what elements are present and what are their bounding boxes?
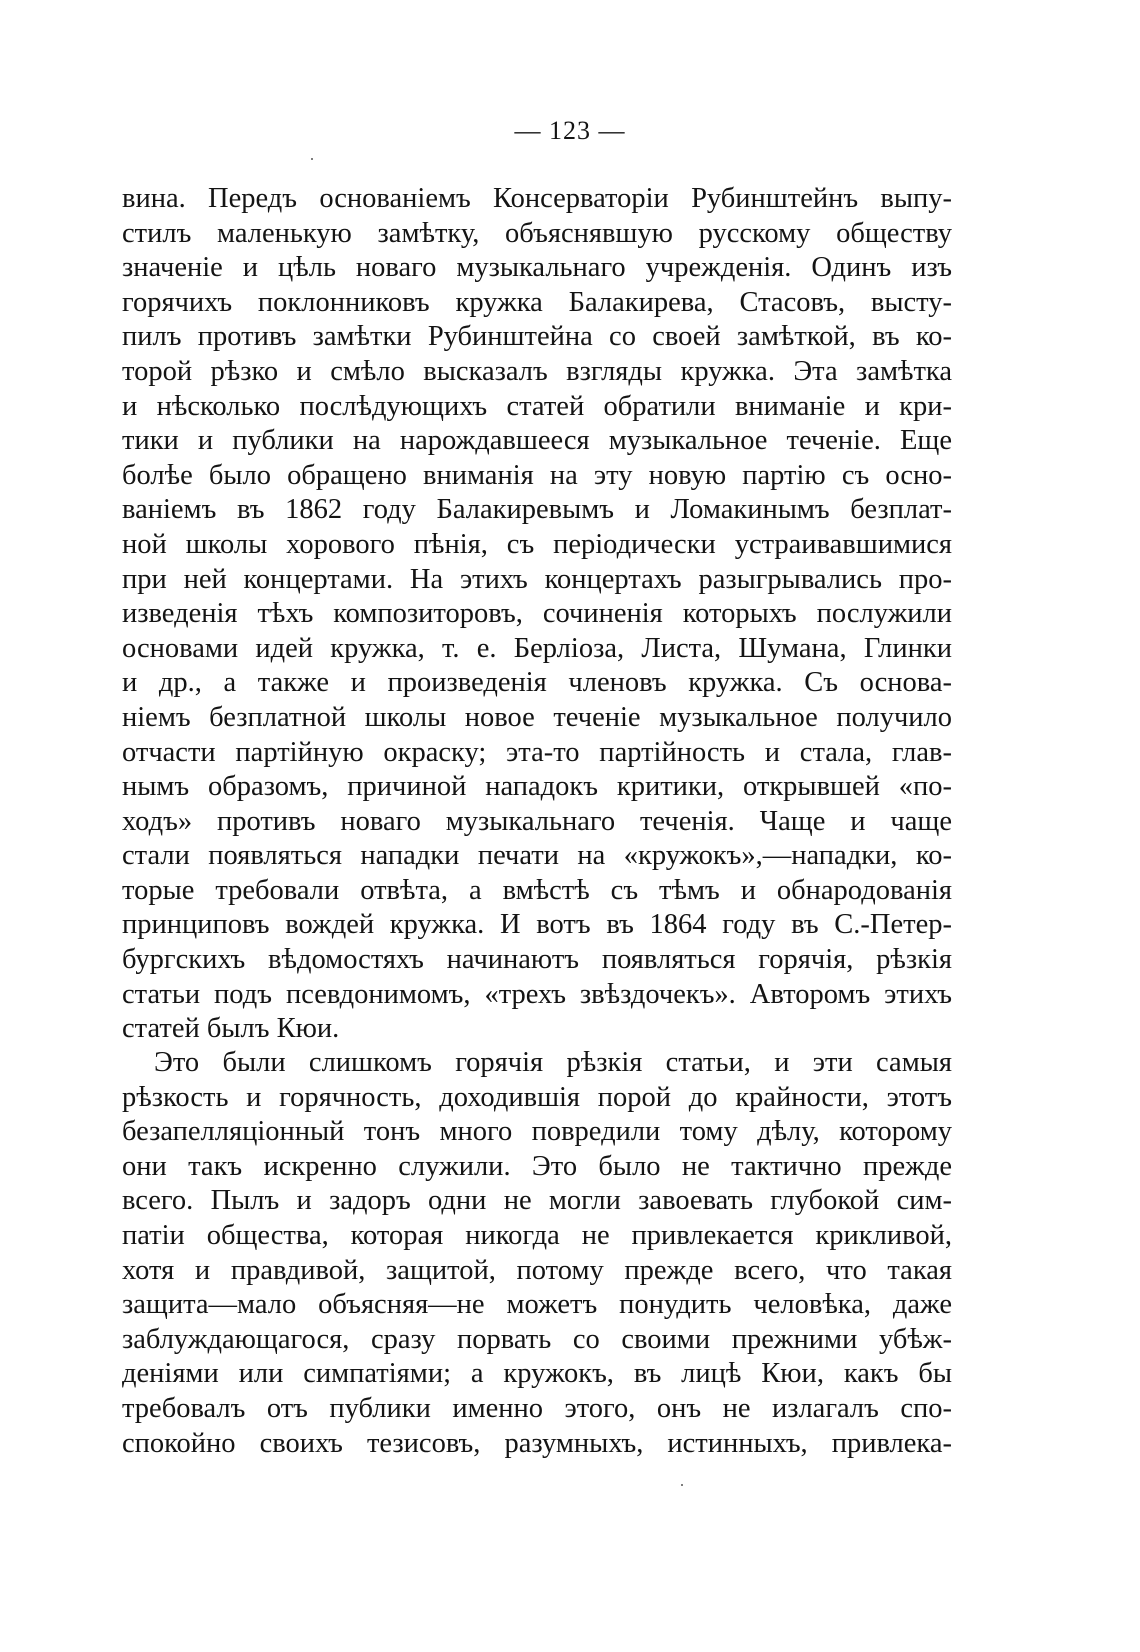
text-line: торой рѣзко и смѣло высказалъ взгляды кружка. Эта замѣтка — [122, 355, 952, 387]
text-line: принциповъ вождей кружка. И вотъ въ 1864 году въ С.-Петер- — [122, 909, 952, 941]
text-line: ной школы хорового пѣнія, съ періодически устраивавшимися — [122, 528, 952, 560]
text-line: заблуждающагося, сразу порвать со своими прежними убѣж- — [122, 1323, 952, 1355]
print-speck — [311, 158, 313, 160]
text-line: ваніемъ въ 1862 году Балакиревымъ и Ломакинымъ безплат- — [122, 494, 952, 526]
text-line: изведенія тѣхъ композиторовъ, сочиненія которыхъ послужили — [122, 598, 952, 630]
text-line: основами идей кружка, т. е. Берліоза, Листа, Шумана, Глинки — [122, 632, 952, 664]
text-line: требовалъ отъ публики именно этого, онъ не излагалъ спо- — [122, 1392, 952, 1424]
text-line: при ней концертами. На этихъ концертахъ разыгрывались про- — [122, 563, 952, 595]
text-line: нымъ образомъ, причиной нападокъ критики, открывшей «по- — [122, 771, 952, 803]
print-speck — [681, 1484, 683, 1486]
page-number: — 123 — — [514, 116, 626, 145]
text-line: вина. Передъ основаніемъ Консерваторіи Рубинштейнъ выпу- — [122, 183, 952, 214]
text-line: патіи общества, которая никогда не привлекается крикливой, — [122, 1219, 952, 1251]
text-line: спокойно своихъ тезисовъ, разумныхъ, истинныхъ, привлека- — [122, 1427, 952, 1459]
text-line: ніемъ безплатной школы новое теченіе музыкальное получило — [122, 701, 952, 733]
text-line: статьи подъ псевдонимомъ, «трехъ звѣздочекъ». Авторомъ этихъ — [122, 978, 952, 1010]
text-line: отчасти партійную окраску; эта-то партійность и стала, глав- — [122, 736, 952, 768]
text-line: защита—мало объясняя—не можетъ понудить человѣка, даже — [122, 1289, 952, 1321]
text-line: безапелляціонный тонъ много повредили тому дѣлу, которому — [122, 1116, 952, 1148]
text-line: всего. Пылъ и задоръ одни не могли завоевать глубокой сим- — [122, 1185, 952, 1217]
text-line: хотя и правдивой, защитой, потому прежде всего, что такая — [122, 1254, 952, 1286]
text-line: тики и публики на нарождавшееся музыкальное теченіе. Еще — [122, 425, 952, 457]
text-line: деніями или симпатіями; а кружокъ, въ лицѣ Кюи, какъ бы — [122, 1358, 952, 1390]
text-line: значеніе и цѣль новаго музыкальнаго учрежденія. Одинъ изъ — [122, 252, 952, 284]
text-line: и нѣсколько послѣдующихъ статей обратили вниманіе и кри- — [122, 390, 952, 422]
text-line: торые требовали отвѣта, а вмѣстѣ съ тѣмъ и обнародованія — [122, 874, 952, 906]
text-line: стилъ маленькую замѣтку, объяснявшую русскому обществу — [122, 217, 952, 249]
text-line: стали появляться нападки печати на «кружокъ»,—нападки, ко- — [122, 840, 952, 872]
text-line: они такъ искренно служили. Это было не тактично прежде — [122, 1150, 952, 1182]
paragraph-2 — [122, 1046, 952, 1461]
text-line: болѣе было обращено вниманія на эту новую партію съ осно- — [122, 459, 952, 491]
text-line: статей былъ Кюи. — [122, 1013, 340, 1045]
text-line: Это были слишкомъ горячія рѣзкія статьи, и эти самыя — [154, 1047, 952, 1078]
text-line: бургскихъ вѣдомостяхъ начинаютъ появляться горячія, рѣзкія — [122, 944, 952, 976]
text-line: ходъ» противъ новаго музыкальнаго теченія. Чаще и чаще — [122, 805, 952, 837]
paragraph-1 — [122, 182, 952, 1047]
text-line: и др., а также и произведенія членовъ кружка. Съ основа- — [122, 667, 952, 699]
text-line: рѣзкость и горячность, доходившія порой до крайности, этотъ — [122, 1081, 952, 1113]
text-line: горячихъ поклонниковъ кружка Балакирева, Стасовъ, высту- — [122, 286, 952, 318]
text-line: пилъ противъ замѣтки Рубинштейна со своей замѣткой, въ ко- — [122, 321, 952, 353]
